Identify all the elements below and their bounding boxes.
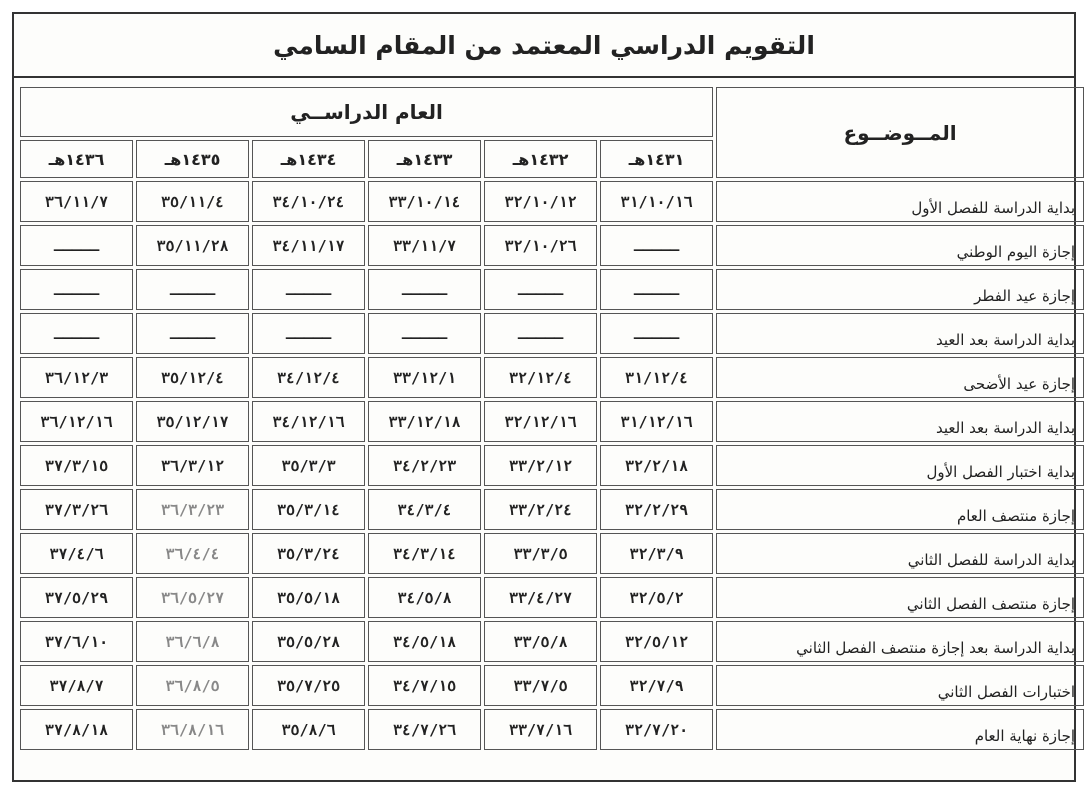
date-cell: ٣٢/٥/٢ (600, 577, 713, 618)
row-topic: بداية الدراسة بعد إجازة منتصف الفصل الثاني (716, 621, 1084, 662)
date-cell: ٣٧/٤/٦ (20, 533, 133, 574)
topic-column-header: المــوضــوع (716, 87, 1084, 178)
date-cell: ٣٣/١٢/١٨ (368, 401, 481, 442)
date-cell: ٣٢/٧/٢٠ (600, 709, 713, 750)
date-cell: ٣٢/١٠/١٢ (484, 181, 597, 222)
date-cell: ٣٦/٦/٨ (136, 621, 249, 662)
table-row (20, 533, 1084, 574)
table-row (20, 401, 1084, 442)
row-topic: إجازة عيد الأضحى (716, 357, 1084, 398)
date-cell: ٣٤/٣/١٤ (368, 533, 481, 574)
year-header: ١٤٣٥هـ (136, 140, 249, 178)
date-cell: ٣٣/١٢/١ (368, 357, 481, 398)
date-cell: ٣٥/١٢/١٧ (136, 401, 249, 442)
date-cell: ٣٣/٧/١٦ (484, 709, 597, 750)
table-row (20, 709, 1084, 750)
date-cell: ٣٤/٢/٢٣ (368, 445, 481, 486)
date-cell: ـــــ (484, 269, 597, 310)
date-cell: ٣٢/٣/٩ (600, 533, 713, 574)
date-cell: ٣٤/٧/١٥ (368, 665, 481, 706)
date-cell: ـــــ (600, 313, 713, 354)
page-title: التقويم الدراسي المعتمد من المقام السامي (14, 14, 1074, 78)
row-topic: بداية الدراسة للفصل الأول (716, 181, 1084, 222)
date-cell: ـــــ (368, 269, 481, 310)
date-cell: ٣٦/٣/١٢ (136, 445, 249, 486)
date-cell: ـــــ (252, 313, 365, 354)
date-cell: ٣٧/٨/١٨ (20, 709, 133, 750)
date-cell: ـــــ (252, 269, 365, 310)
date-cell: ٣٦/١٢/١٦ (20, 401, 133, 442)
calendar-body (20, 181, 1084, 750)
date-cell: ٣٣/٤/٢٧ (484, 577, 597, 618)
row-topic: اختبارات الفصل الثاني (716, 665, 1084, 706)
date-cell: ٣٢/٢/١٨ (600, 445, 713, 486)
date-cell: ٣٧/٥/٢٩ (20, 577, 133, 618)
date-cell: ٣٤/٥/٨ (368, 577, 481, 618)
table-row (20, 665, 1084, 706)
date-cell: ٣٣/١٠/١٤ (368, 181, 481, 222)
table-row (20, 621, 1084, 662)
calendar-sheet (12, 12, 1076, 782)
date-cell: ٣٢/١٢/٤ (484, 357, 597, 398)
date-cell: ٣٣/٢/٢٤ (484, 489, 597, 530)
date-cell: ٣١/١٢/٤ (600, 357, 713, 398)
date-cell: ٣٢/٥/١٢ (600, 621, 713, 662)
table-row (20, 357, 1084, 398)
date-cell: ٣٢/٢/٢٩ (600, 489, 713, 530)
academic-year-header: العام الدراســي (20, 87, 713, 137)
date-cell: ـــــ (20, 225, 133, 266)
date-cell: ٣٧/٦/١٠ (20, 621, 133, 662)
date-cell: ٣٢/١٠/٢٦ (484, 225, 597, 266)
table-row (20, 313, 1084, 354)
table-row (20, 181, 1084, 222)
date-cell: ٣٥/٥/١٨ (252, 577, 365, 618)
row-topic: بداية الدراسة بعد العيد (716, 313, 1084, 354)
date-cell: ـــــ (20, 269, 133, 310)
row-topic: بداية الدراسة بعد العيد (716, 401, 1084, 442)
date-cell: ٣٥/١١/٢٨ (136, 225, 249, 266)
year-header: ١٤٣٦هـ (20, 140, 133, 178)
date-cell: ٣٢/٧/٩ (600, 665, 713, 706)
table-row (20, 577, 1084, 618)
year-header: ١٤٣٤هـ (252, 140, 365, 178)
date-cell: ٣٥/٧/٢٥ (252, 665, 365, 706)
year-header: ١٤٣١هـ (600, 140, 713, 178)
date-cell: ٣٧/٨/٧ (20, 665, 133, 706)
date-cell: ٣١/١٢/١٦ (600, 401, 713, 442)
year-header: ١٤٣٢هـ (484, 140, 597, 178)
date-cell: ٣٣/٥/٨ (484, 621, 597, 662)
date-cell: ٣١/١٠/١٦ (600, 181, 713, 222)
date-cell: ٣٤/١٢/٤ (252, 357, 365, 398)
date-cell: ٣٤/٣/٤ (368, 489, 481, 530)
date-cell: ٣٦/٨/٥ (136, 665, 249, 706)
date-cell: ٣٣/١١/٧ (368, 225, 481, 266)
date-cell: ـــــ (600, 269, 713, 310)
row-topic: إجازة منتصف الفصل الثاني (716, 577, 1084, 618)
date-cell: ٣٦/٥/٢٧ (136, 577, 249, 618)
date-cell: ٣٥/١٢/٤ (136, 357, 249, 398)
date-cell: ٣٧/٣/١٥ (20, 445, 133, 486)
date-cell: ٣٥/٥/٢٨ (252, 621, 365, 662)
date-cell: ٣٦/٤/٤ (136, 533, 249, 574)
table-row (20, 225, 1084, 266)
date-cell: ـــــ (136, 313, 249, 354)
date-cell: ـــــ (600, 225, 713, 266)
date-cell: ٣٦/٨/١٦ (136, 709, 249, 750)
row-topic: بداية اختبار الفصل الأول (716, 445, 1084, 486)
row-topic: إجازة منتصف العام (716, 489, 1084, 530)
date-cell: ٣٢/١٢/١٦ (484, 401, 597, 442)
table-row (20, 445, 1084, 486)
date-cell: ٣٥/٣/٣ (252, 445, 365, 486)
date-cell: ـــــ (136, 269, 249, 310)
date-cell: ٣٦/٣/٢٣ (136, 489, 249, 530)
date-cell: ـــــ (20, 313, 133, 354)
year-header: ١٤٣٣هـ (368, 140, 481, 178)
date-cell: ٣٤/٧/٢٦ (368, 709, 481, 750)
date-cell: ٣٤/١٢/١٦ (252, 401, 365, 442)
row-topic: إجازة عيد الفطر (716, 269, 1084, 310)
date-cell: ٣٣/٢/١٢ (484, 445, 597, 486)
date-cell: ٣٦/١٢/٣ (20, 357, 133, 398)
date-cell: ٣٥/٣/٢٤ (252, 533, 365, 574)
row-topic: إجازة اليوم الوطني (716, 225, 1084, 266)
date-cell: ـــــ (368, 313, 481, 354)
date-cell: ٣٣/٣/٥ (484, 533, 597, 574)
row-topic: إجازة نهاية العام (716, 709, 1084, 750)
date-cell: ٣٥/٣/١٤ (252, 489, 365, 530)
date-cell: ٣٥/٨/٦ (252, 709, 365, 750)
calendar-table (17, 84, 1087, 753)
date-cell: ٣٧/٣/٢٦ (20, 489, 133, 530)
date-cell: ٣٤/١١/١٧ (252, 225, 365, 266)
table-row (20, 269, 1084, 310)
date-cell: ـــــ (484, 313, 597, 354)
table-row (20, 489, 1084, 530)
date-cell: ٣٤/١٠/٢٤ (252, 181, 365, 222)
date-cell: ٣٣/٧/٥ (484, 665, 597, 706)
row-topic: بداية الدراسة للفصل الثاني (716, 533, 1084, 574)
date-cell: ٣٤/٥/١٨ (368, 621, 481, 662)
date-cell: ٣٥/١١/٤ (136, 181, 249, 222)
date-cell: ٣٦/١١/٧ (20, 181, 133, 222)
